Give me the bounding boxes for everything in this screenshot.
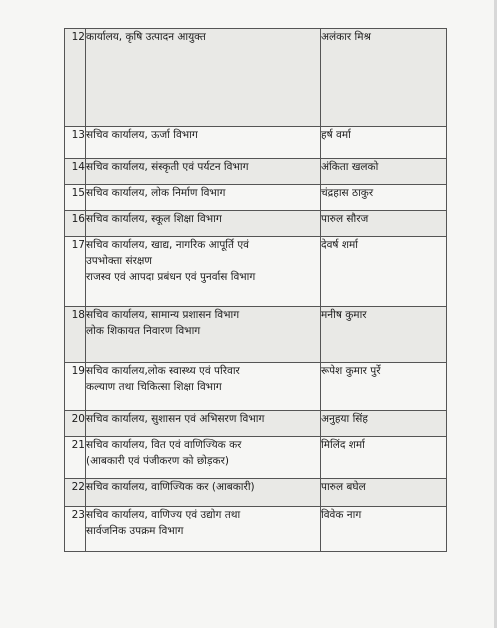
table-row: [65, 127, 447, 159]
department-line: राजस्व एवं आपदा प्रबंधन एवं पुनर्वास विभाग: [86, 271, 256, 283]
table-row: [65, 307, 447, 363]
department-line: सचिव कार्यालय, लोक निर्माण विभाग: [86, 187, 226, 199]
department-line: सचिव कार्यालय, सामान्य प्रशासन विभाग: [86, 309, 240, 321]
department-line: सचिव कार्यालय,लोक स्वास्थ्य एवं परिवार: [86, 365, 240, 377]
department-cell: [86, 411, 321, 437]
department-line: (आबकारी एवं पंजीकरण को छोड़कर): [86, 455, 229, 467]
department-cell: [86, 159, 321, 185]
department-line: लोक शिकायत निवारण विभाग: [86, 325, 201, 337]
table-row: [65, 29, 447, 127]
serial-number: 19: [65, 363, 86, 411]
department-cell: [86, 29, 321, 127]
officer-assignment-table: [64, 28, 447, 552]
officer-name: चंद्रहास ठाकुर: [321, 185, 447, 211]
officer-name: अनुहया सिंह: [321, 411, 447, 437]
officer-name: अलंकार मिश्र: [321, 29, 447, 127]
officer-name: देवर्ष शर्मा: [321, 237, 447, 307]
department-cell: [86, 363, 321, 411]
department-cell: [86, 211, 321, 237]
table-row: [65, 211, 447, 237]
department-line: सचिव कार्यालय, संस्कृती एवं पर्यटन विभाग: [86, 161, 249, 173]
department-line: कार्यालय, कृषि उत्पादन आयुक्त: [86, 31, 206, 43]
department-line: कल्याण तथा चिकित्सा शिक्षा विभाग: [86, 381, 222, 393]
serial-number: 23: [65, 507, 86, 552]
table-row: [65, 479, 447, 507]
officer-name: रूपेश कुमार पुर्रे: [321, 363, 447, 411]
serial-number: 18: [65, 307, 86, 363]
department-line: सचिव कार्यालय, सुशासन एवं अभिसरण विभाग: [86, 413, 265, 425]
table-row: [65, 437, 447, 479]
department-cell: [86, 127, 321, 159]
department-cell: [86, 237, 321, 307]
serial-number: 17: [65, 237, 86, 307]
department-line: सार्वजनिक उपक्रम विभाग: [86, 525, 184, 537]
department-line: सचिव कार्यालय, खाद्य, नागरिक आपूर्ति एवं: [86, 239, 249, 251]
officer-name: मनीष कुमार: [321, 307, 447, 363]
officer-name: हर्ष वर्मा: [321, 127, 447, 159]
serial-number: 21: [65, 437, 86, 479]
serial-number: 14: [65, 159, 86, 185]
table-row: [65, 411, 447, 437]
serial-number: 12: [65, 29, 86, 127]
serial-number: 15: [65, 185, 86, 211]
department-cell: [86, 479, 321, 507]
serial-number: 16: [65, 211, 86, 237]
department-line: सचिव कार्यालय, स्कूल शिक्षा विभाग: [86, 213, 222, 225]
department-line: उपभोक्ता संरक्षण: [86, 255, 153, 267]
serial-number: 13: [65, 127, 86, 159]
department-line: सचिव कार्यालय, वाणिज्यिक कर (आबकारी): [86, 481, 255, 493]
department-cell: [86, 507, 321, 552]
serial-number: 22: [65, 479, 86, 507]
serial-number: 20: [65, 411, 86, 437]
officer-name: पारुल सौरज: [321, 211, 447, 237]
table-row: [65, 159, 447, 185]
table-row: [65, 237, 447, 307]
department-line: सचिव कार्यालय, वाणिज्य एवं उद्योग तथा: [86, 509, 241, 521]
officer-name: विवेक नाग: [321, 507, 447, 552]
department-line: सचिव कार्यालय, वित एवं वाणिज्यिक कर: [86, 439, 242, 451]
officer-name: अंकिता खलको: [321, 159, 447, 185]
department-cell: [86, 185, 321, 211]
table-row: [65, 363, 447, 411]
officer-name: पारुल बघेल: [321, 479, 447, 507]
department-line: सचिव कार्यालय, ऊर्जा विभाग: [86, 129, 198, 141]
table-row: [65, 507, 447, 552]
officer-name: मिलिंद शर्मा: [321, 437, 447, 479]
department-cell: [86, 307, 321, 363]
department-cell: [86, 437, 321, 479]
table-row: [65, 185, 447, 211]
